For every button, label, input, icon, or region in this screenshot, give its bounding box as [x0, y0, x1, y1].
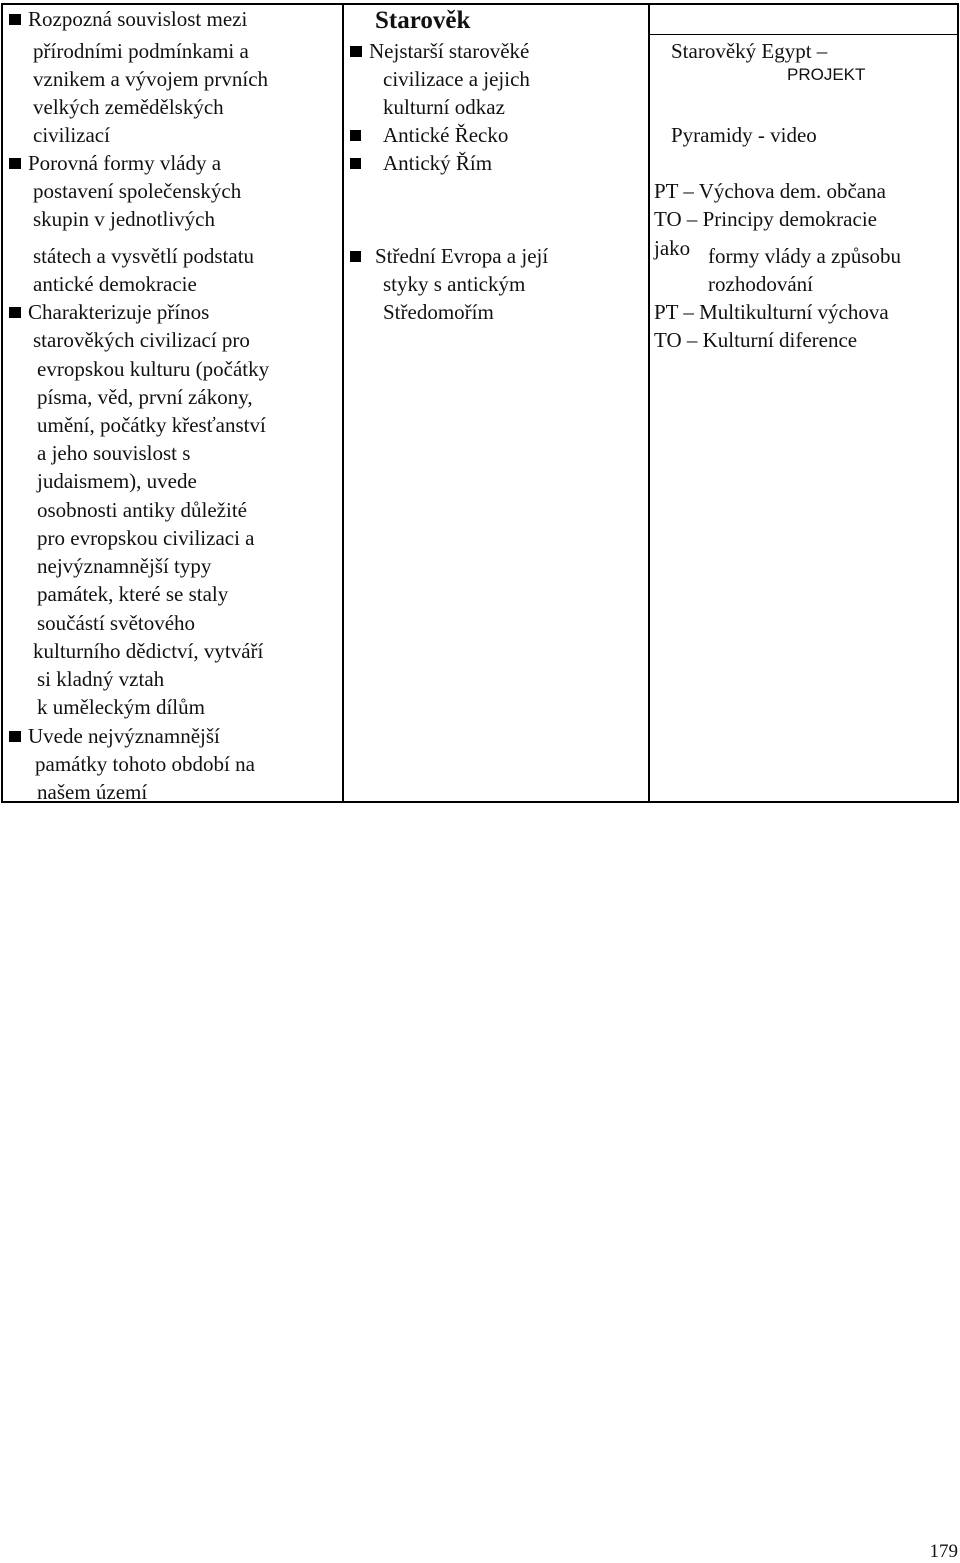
bullet-icon: [350, 46, 362, 57]
outcome-item: Uvede nejvýznamnější: [9, 722, 220, 750]
topic-item: Antický Řím: [350, 149, 492, 177]
note-line: Pyramidy - video: [671, 123, 817, 147]
outcome-item: Rozpozná souvislost mezi: [9, 5, 247, 33]
header-rule: [648, 34, 957, 35]
outcome-line: postavení společenských: [33, 179, 242, 203]
outcome-line: osobnosti antiky důležité: [37, 498, 247, 522]
topic-line: styky s antickým: [383, 272, 526, 296]
note-line: Starověký Egypt –: [671, 39, 828, 63]
clipped-line: jako: [654, 236, 691, 260]
outcome-line: přírodními podmínkami a: [33, 39, 249, 63]
note-line: rozhodování: [708, 272, 813, 296]
outcome-line: součástí světového: [37, 611, 196, 635]
outcome-line: k uměleckým dílům: [37, 695, 205, 719]
outcome-line: památky tohoto období na: [35, 752, 255, 776]
outcome-line: písma, věd, první zákony,: [37, 385, 253, 409]
column-divider: [342, 5, 344, 801]
outcome-line: starověkých civilizací pro: [33, 328, 250, 352]
topic-line: kulturní odkaz: [383, 95, 505, 119]
page-number: 179: [929, 1541, 958, 1562]
project-label: PROJEKT: [787, 65, 866, 84]
outcome-line: našem území: [37, 780, 148, 804]
outcome-line: státech a vysvětlí podstatu: [33, 244, 255, 268]
outcome-line: a jeho souvislost s: [37, 441, 191, 465]
outcome-line: kulturního dědictví, vytváří: [33, 639, 264, 663]
column-divider: [648, 5, 650, 801]
outcome-line: vznikem a vývojem prvních: [33, 67, 269, 91]
outcome-line: nejvýznamnější typy: [37, 554, 212, 578]
note-line: formy vlády a způsobu: [708, 244, 902, 268]
note-line: TO – Kulturní diference: [654, 328, 858, 352]
bullet-icon: [9, 158, 21, 169]
outcome-line: velkých zemědělských: [33, 95, 224, 119]
topic-item: Nejstarší starověké: [350, 37, 529, 65]
bullet-icon: [9, 14, 21, 25]
outcome-item: Porovná formy vlády a: [9, 149, 221, 177]
outcome-line: umění, počátky křesťanství: [37, 413, 266, 437]
section-heading: Starověk: [375, 7, 471, 34]
topic-item: Střední Evropa a její: [350, 242, 548, 270]
outcome-line: evropskou kulturu (počátky: [37, 357, 270, 381]
outcome-line: skupin v jednotlivých: [33, 207, 215, 231]
bullet-icon: [350, 158, 361, 169]
note-line: PT – Výchova dem. občana: [654, 179, 886, 203]
outcome-line: civilizací: [33, 123, 110, 147]
topic-line: civilizace a jejich: [383, 67, 530, 91]
bullet-icon: [9, 307, 21, 318]
curriculum-table: [1, 3, 959, 803]
topic-item: Antické Řecko: [350, 121, 508, 149]
bullet-icon: [350, 130, 361, 141]
outcome-line: antické demokracie: [33, 272, 197, 296]
bullet-icon: [350, 251, 361, 262]
bullet-icon: [9, 731, 21, 742]
outcome-item: Charakterizuje přínos: [9, 298, 209, 326]
outcome-line: si kladný vztah: [37, 667, 165, 691]
note-line: PT – Multikulturní výchova: [654, 300, 889, 324]
outcome-line: památek, které se staly: [37, 582, 229, 606]
outcome-line: judaismem), uvede: [37, 469, 197, 493]
outcome-line: pro evropskou civilizaci a: [37, 526, 255, 550]
topic-line: Středomořím: [383, 300, 494, 324]
note-line: TO – Principy demokracie: [654, 207, 877, 231]
